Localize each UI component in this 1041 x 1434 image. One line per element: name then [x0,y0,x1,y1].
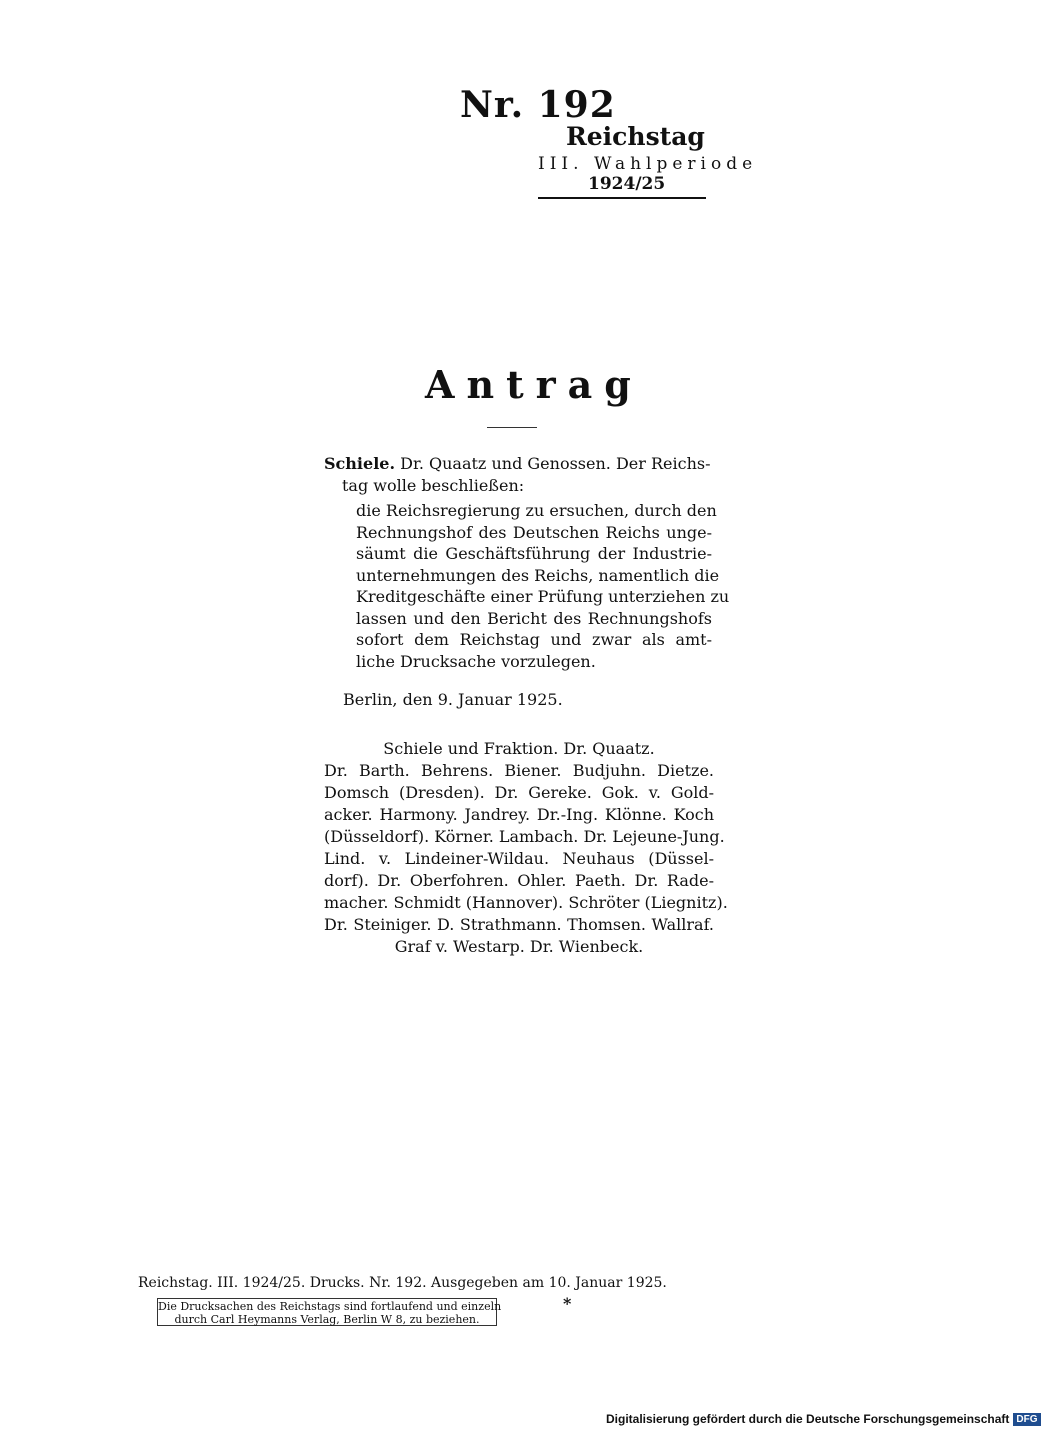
signers-line: acker. Harmony. Jandrey. Dr.-Ing. Klönne. Koch [324,805,714,824]
motion-intro-continuation: tag wolle beschließen: [342,476,525,495]
asterisk-mark: * [563,1294,572,1313]
motion-body-line: Rechnungshof des Deutschen Reichs unge- [356,522,712,542]
motion-intro-text: und Genossen. Der Reichs- [491,454,711,473]
motion-body-line: liche Drucksache vorzulegen. [356,651,596,671]
header-rule [538,197,706,199]
imprint-line: Reichstag. III. 1924/25. Drucks. Nr. 192. Ausgegeben am 10. Januar 1925. [138,1275,667,1291]
signers-line: Dr. Steiniger. D. Strathmann. Thomsen. Wallraf. [324,915,714,934]
legislative-period: III. Wahlperiode [538,154,758,174]
signers-line: Graf v. Westarp. Dr. Wienbeck. [394,937,644,956]
parliament-name: Reichstag [566,122,705,151]
motion-intro-line [324,453,716,475]
notice-line: Die Drucksachen des Reichstags sind fortlaufend und einzeln [158,1300,502,1313]
signers-list [324,738,728,958]
proposer-name: Schiele. [324,454,396,473]
motion-body-line: Kreditgeschäfte einer Prüfung unterziehen zu [356,587,730,606]
document-number: Nr. 192 [460,84,616,126]
signers-line: Lind. v. Lindeiner-Wildau. Neuhaus (Düssel- [324,849,714,868]
motion-body-line: die Reichsregierung zu ersuchen, durch den [356,501,717,520]
motion-body [356,500,730,672]
title-rule [487,427,537,428]
date-line: Berlin, den 9. Januar 1925. [343,690,563,709]
signers-line: Domsch (Dresden). Dr. Gereke. Gok. v. Gold- [324,783,714,802]
signers-line: dorf). Dr. Oberfohren. Ohler. Paeth. Dr. Rade- [324,871,714,890]
signers-line: (Düsseldorf). Körner. Lambach. Dr. Lejeune-Jung. [324,827,725,846]
notice-line: durch Carl Heymanns Verlag, Berlin W 8, zu beziehen. [174,1313,480,1326]
motion-body-line: lassen und den Bericht des Rechnungshofs [356,608,712,628]
dfg-logo-icon: DFG [1013,1413,1040,1426]
motion-intro [324,453,716,497]
signers-line: Dr. Barth. Behrens. Biener. Budjuhn. Dietze. [324,761,714,780]
session-years: 1924/25 [588,174,666,194]
funding-text: Digitalisierung gefördert durch die Deutsche Forschungsgemeinschaft [606,1412,1010,1426]
motion-body-line: sofort dem Reichstag und zwar als amt- [356,630,712,649]
signers-line: macher. Schmidt (Hannover). Schröter (Liegnitz). [324,893,728,912]
signers-line: Schiele und Fraktion. Dr. Quaatz. [383,739,655,758]
funding-notice [606,1412,1041,1426]
document-title: Antrag [425,362,643,407]
motion-body-line: unternehmungen des Reichs, namentlich die [356,565,720,585]
distribution-notice [157,1298,502,1326]
motion-body-line: säumt die Geschäftsführung der Industrie- [356,544,712,563]
co-proposer-name: Dr. Quaatz [400,454,487,473]
